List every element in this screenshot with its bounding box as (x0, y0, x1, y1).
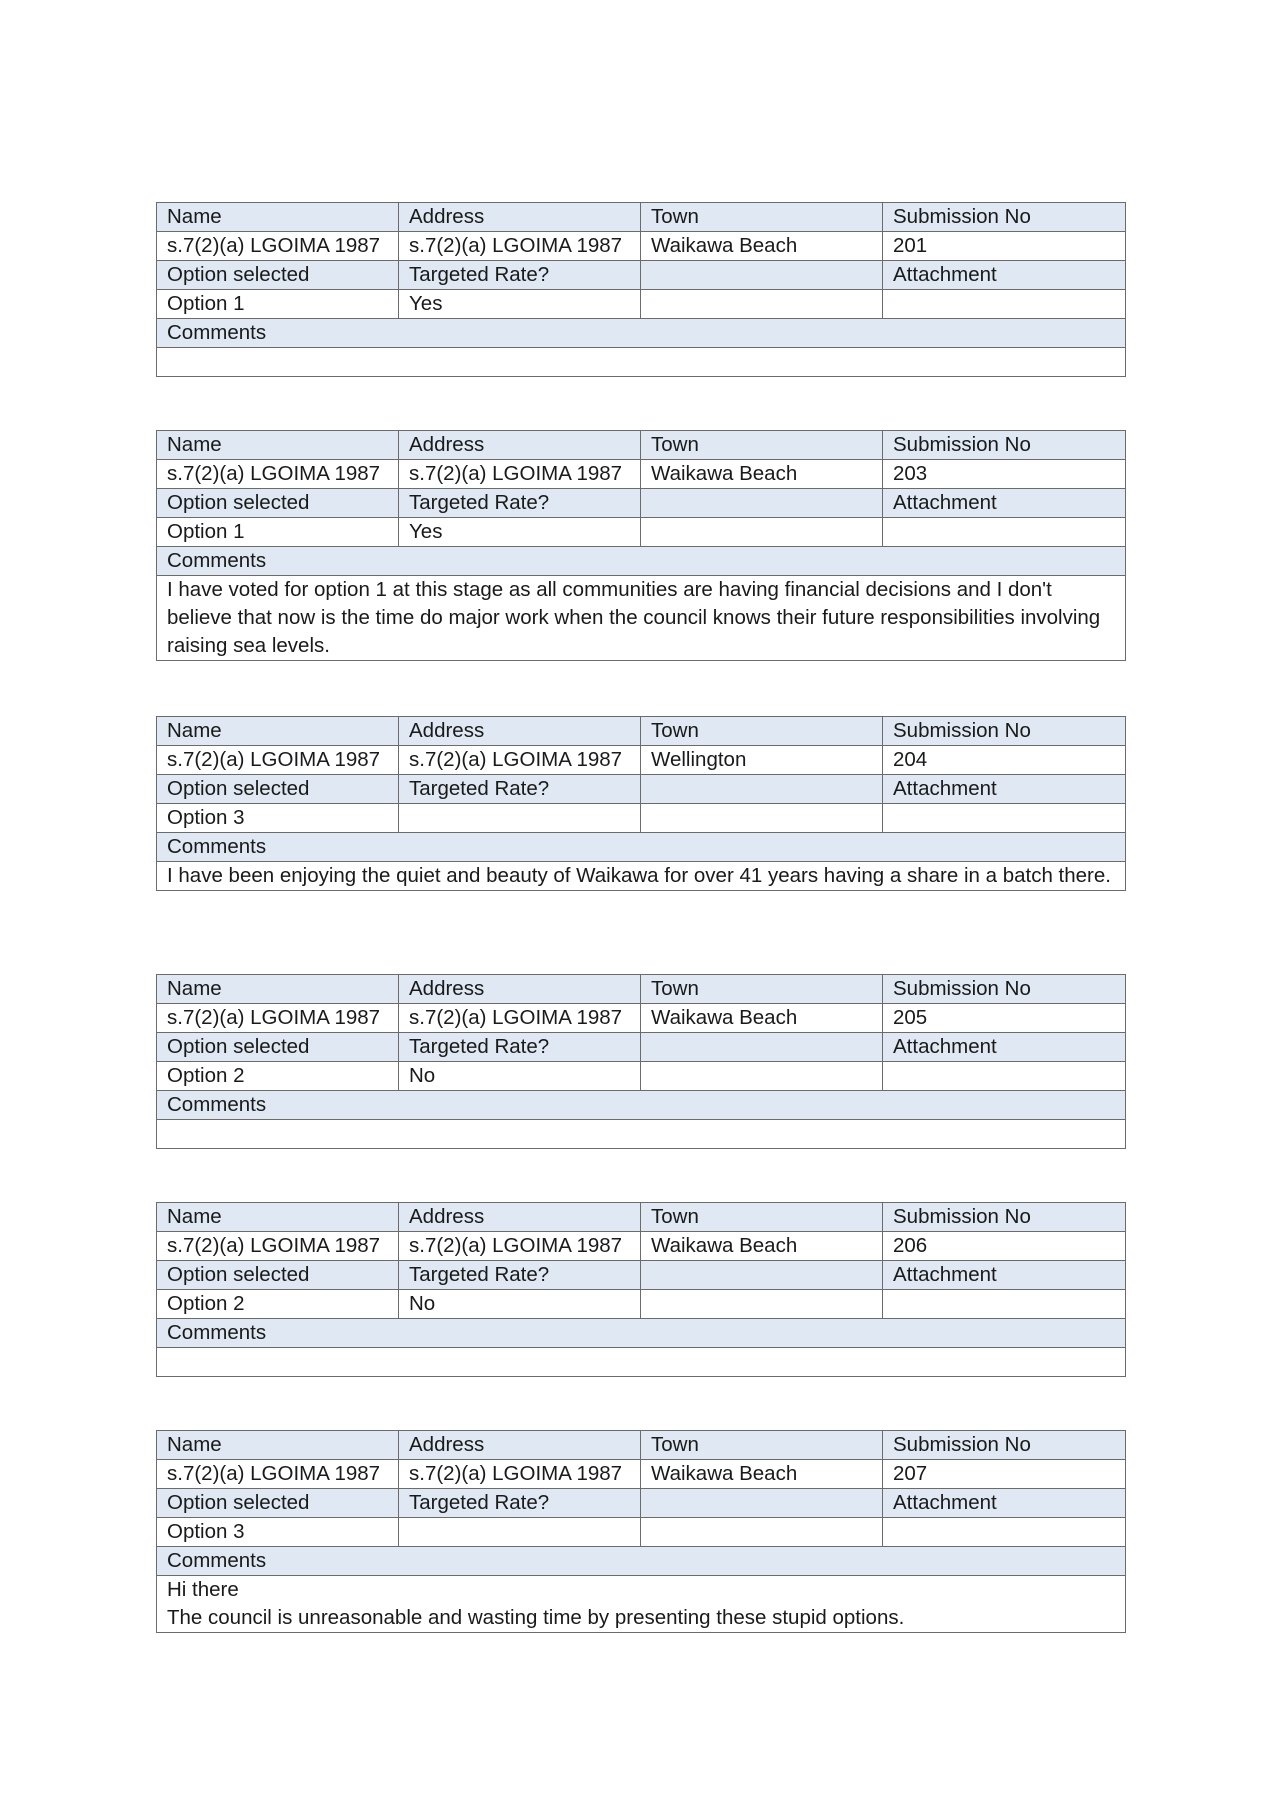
comments-header-row (157, 1091, 1126, 1120)
comments-header-row (157, 319, 1126, 348)
targeted-rate-label: Targeted Rate? (399, 261, 641, 290)
blank-cell (641, 1489, 883, 1518)
attachment-value (883, 518, 1126, 547)
option-selected-label: Option selected (157, 1489, 399, 1518)
targeted-rate-value: No (399, 1062, 641, 1091)
option-selected-label: Option selected (157, 489, 399, 518)
comments-value: Hi there The council is unreasonable and wasting time by presenting these stupid options. (157, 1576, 1126, 1633)
targeted-rate-value: No (399, 1290, 641, 1319)
name-label: Name (157, 431, 399, 460)
comments-row (157, 576, 1126, 661)
attachment-value (883, 804, 1126, 833)
attachment-label: Attachment (883, 261, 1126, 290)
town-value: Waikawa Beach (641, 460, 883, 489)
attachment-label: Attachment (883, 775, 1126, 804)
attachment-value (883, 1062, 1126, 1091)
submission-table (156, 974, 1126, 1149)
header-row (157, 203, 1126, 232)
targeted-rate-label: Targeted Rate? (399, 489, 641, 518)
option-selected-label: Option selected (157, 1033, 399, 1062)
submission-table (156, 716, 1126, 891)
submission-table (156, 1202, 1126, 1377)
address-label: Address (399, 717, 641, 746)
address-label: Address (399, 1203, 641, 1232)
comments-row (157, 1120, 1126, 1149)
address-value: s.7(2)(a) LGOIMA 1987 (399, 1460, 641, 1489)
option-row (157, 518, 1126, 547)
header-row (157, 1203, 1126, 1232)
option-value: Option 2 (157, 1062, 399, 1091)
name-value: s.7(2)(a) LGOIMA 1987 (157, 746, 399, 775)
submission-no-label: Submission No (883, 1203, 1126, 1232)
name-value: s.7(2)(a) LGOIMA 1987 (157, 460, 399, 489)
comments-label: Comments (157, 1091, 1126, 1120)
address-label: Address (399, 975, 641, 1004)
comments-label: Comments (157, 833, 1126, 862)
submission-no-value: 203 (883, 460, 1126, 489)
comments-label: Comments (157, 1319, 1126, 1348)
submission-no-value: 204 (883, 746, 1126, 775)
option-selected-label: Option selected (157, 1261, 399, 1290)
attachment-label: Attachment (883, 1489, 1126, 1518)
option-row (157, 1290, 1126, 1319)
details-row (157, 1460, 1126, 1489)
submission-no-label: Submission No (883, 975, 1126, 1004)
town-value: Wellington (641, 746, 883, 775)
attachment-label: Attachment (883, 1033, 1126, 1062)
comments-row (157, 1576, 1126, 1633)
comments-value: I have voted for option 1 at this stage as all communities are having financial decisions and I don't believe that now is the time do major work when the council knows their future responsibilities involving raising sea levels. (157, 576, 1126, 661)
town-value: Waikawa Beach (641, 1460, 883, 1489)
name-label: Name (157, 717, 399, 746)
name-label: Name (157, 975, 399, 1004)
town-label: Town (641, 431, 883, 460)
comments-header-row (157, 833, 1126, 862)
town-label: Town (641, 717, 883, 746)
address-value: s.7(2)(a) LGOIMA 1987 (399, 460, 641, 489)
option-row (157, 804, 1126, 833)
option-selected-label: Option selected (157, 775, 399, 804)
targeted-rate-label: Targeted Rate? (399, 1261, 641, 1290)
address-label: Address (399, 1431, 641, 1460)
comments-value (157, 348, 1126, 377)
blank-cell (641, 1062, 883, 1091)
submission-table (156, 1430, 1126, 1633)
targeted-rate-value (399, 804, 641, 833)
name-value: s.7(2)(a) LGOIMA 1987 (157, 232, 399, 261)
targeted-rate-value (399, 1518, 641, 1547)
blank-cell (641, 1033, 883, 1062)
option-value: Option 1 (157, 290, 399, 319)
submission-no-label: Submission No (883, 717, 1126, 746)
option-value: Option 3 (157, 1518, 399, 1547)
town-value: Waikawa Beach (641, 1004, 883, 1033)
submission-no-value: 206 (883, 1232, 1126, 1261)
blank-cell (641, 804, 883, 833)
name-label: Name (157, 203, 399, 232)
address-value: s.7(2)(a) LGOIMA 1987 (399, 1232, 641, 1261)
town-value: Waikawa Beach (641, 1232, 883, 1261)
blank-cell (641, 775, 883, 804)
option-row (157, 1062, 1126, 1091)
comments-value (157, 1348, 1126, 1377)
option-row (157, 290, 1126, 319)
name-value: s.7(2)(a) LGOIMA 1987 (157, 1460, 399, 1489)
submission-no-label: Submission No (883, 431, 1126, 460)
option-value: Option 2 (157, 1290, 399, 1319)
name-value: s.7(2)(a) LGOIMA 1987 (157, 1004, 399, 1033)
comments-header-row (157, 1547, 1126, 1576)
name-value: s.7(2)(a) LGOIMA 1987 (157, 1232, 399, 1261)
details-row (157, 460, 1126, 489)
details-row (157, 746, 1126, 775)
details-row (157, 1004, 1126, 1033)
town-label: Town (641, 203, 883, 232)
submission-no-value: 201 (883, 232, 1126, 261)
header-row (157, 431, 1126, 460)
attachment-value (883, 1290, 1126, 1319)
option-value: Option 1 (157, 518, 399, 547)
submission-table (156, 202, 1126, 377)
blank-cell (641, 518, 883, 547)
town-value: Waikawa Beach (641, 232, 883, 261)
address-value: s.7(2)(a) LGOIMA 1987 (399, 746, 641, 775)
attachment-value (883, 290, 1126, 319)
details-row (157, 232, 1126, 261)
attachment-value (883, 1518, 1126, 1547)
comments-label: Comments (157, 1547, 1126, 1576)
comments-value: I have been enjoying the quiet and beauty of Waikawa for over 41 years having a share in a batch there. (157, 862, 1126, 891)
option-header-row (157, 1261, 1126, 1290)
name-label: Name (157, 1203, 399, 1232)
blank-cell (641, 1290, 883, 1319)
header-row (157, 975, 1126, 1004)
town-label: Town (641, 975, 883, 1004)
details-row (157, 1232, 1126, 1261)
address-value: s.7(2)(a) LGOIMA 1987 (399, 1004, 641, 1033)
targeted-rate-label: Targeted Rate? (399, 1489, 641, 1518)
option-header-row (157, 775, 1126, 804)
submission-no-label: Submission No (883, 1431, 1126, 1460)
submission-no-value: 205 (883, 1004, 1126, 1033)
option-header-row (157, 1033, 1126, 1062)
targeted-rate-label: Targeted Rate? (399, 1033, 641, 1062)
blank-cell (641, 489, 883, 518)
address-value: s.7(2)(a) LGOIMA 1987 (399, 232, 641, 261)
option-row (157, 1518, 1126, 1547)
submission-table (156, 430, 1126, 661)
targeted-rate-label: Targeted Rate? (399, 775, 641, 804)
name-label: Name (157, 1431, 399, 1460)
submission-no-value: 207 (883, 1460, 1126, 1489)
targeted-rate-value: Yes (399, 290, 641, 319)
comments-label: Comments (157, 319, 1126, 348)
attachment-label: Attachment (883, 1261, 1126, 1290)
header-row (157, 1431, 1126, 1460)
submission-no-label: Submission No (883, 203, 1126, 232)
option-header-row (157, 489, 1126, 518)
option-value: Option 3 (157, 804, 399, 833)
address-label: Address (399, 203, 641, 232)
comments-row (157, 1348, 1126, 1377)
address-label: Address (399, 431, 641, 460)
comments-row (157, 348, 1126, 377)
blank-cell (641, 1261, 883, 1290)
option-header-row (157, 1489, 1126, 1518)
blank-cell (641, 1518, 883, 1547)
attachment-label: Attachment (883, 489, 1126, 518)
blank-cell (641, 261, 883, 290)
comments-value (157, 1120, 1126, 1149)
header-row (157, 717, 1126, 746)
town-label: Town (641, 1431, 883, 1460)
comments-header-row (157, 1319, 1126, 1348)
comments-row (157, 862, 1126, 891)
targeted-rate-value: Yes (399, 518, 641, 547)
option-header-row (157, 261, 1126, 290)
comments-header-row (157, 547, 1126, 576)
option-selected-label: Option selected (157, 261, 399, 290)
town-label: Town (641, 1203, 883, 1232)
comments-label: Comments (157, 547, 1126, 576)
blank-cell (641, 290, 883, 319)
